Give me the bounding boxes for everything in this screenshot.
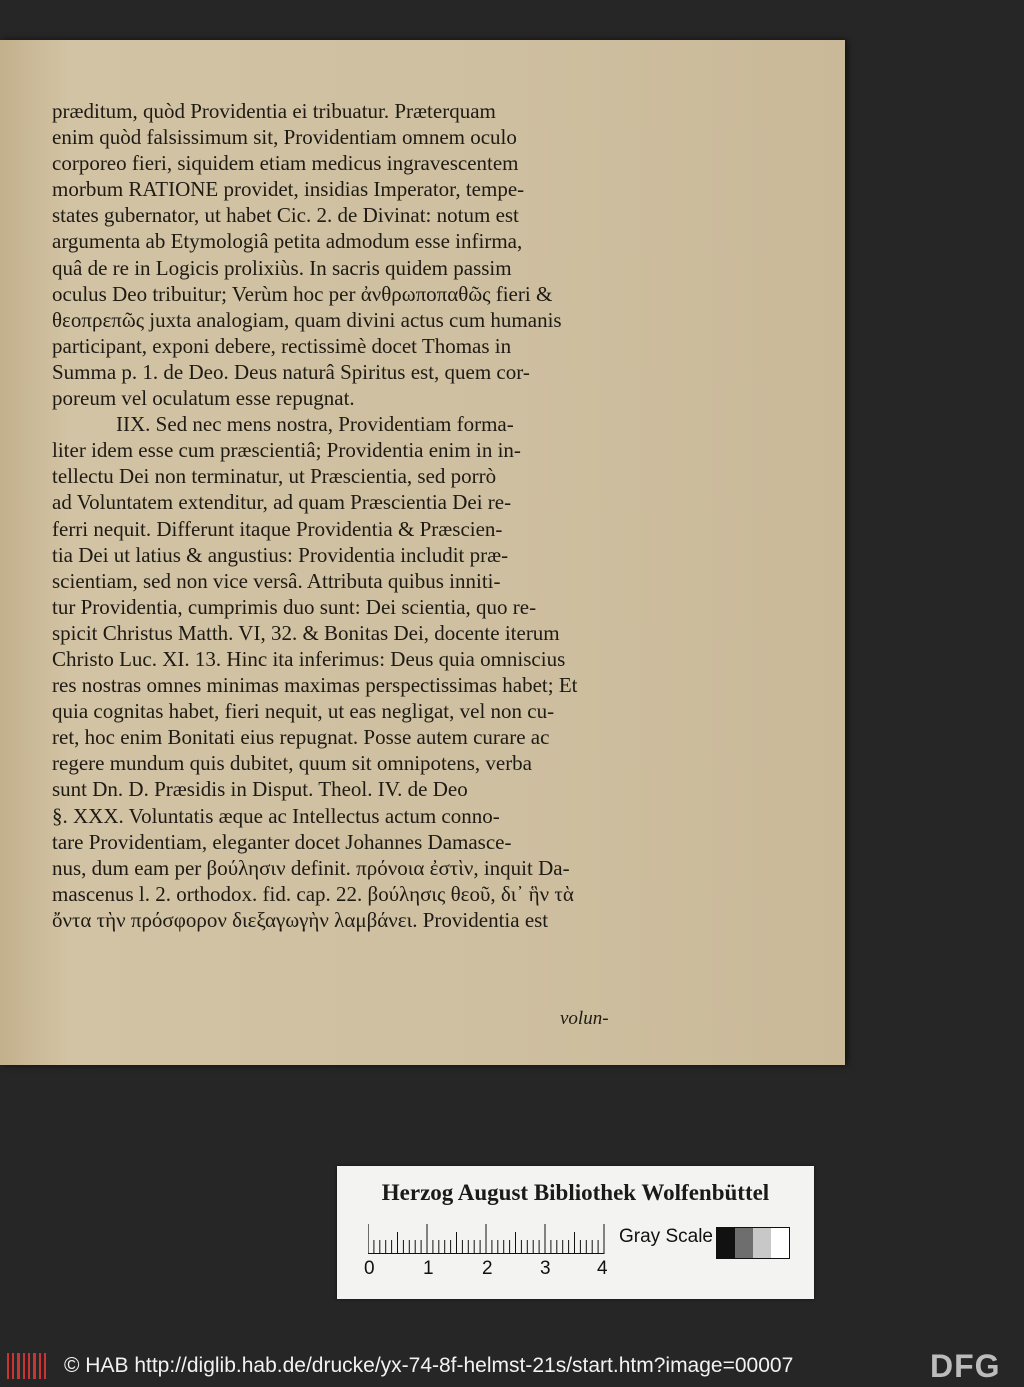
text-line: quâ de re in Logicis prolixiùs. In sacris quidem passim [52, 255, 512, 280]
swatch [753, 1228, 771, 1258]
text-line: tur Providentia, cumprimis duo sunt: Dei scientia, quo re- [52, 594, 537, 619]
ruler-number: 1 [423, 1258, 434, 1279]
text-line: participant, exponi debere, rectissimè docet Thomas in [52, 333, 512, 358]
text-line: Summa p. 1. de Deo. Deus naturâ Spiritus est, quem cor- [52, 359, 530, 384]
text-line: tellectu Dei non terminatur, ut Præscientia, sed porrò [52, 464, 497, 489]
text-line: poreum vel oculatum esse repugnat. [52, 386, 355, 411]
text-line: ret, hoc enim Bonitati eius repugnat. Posse autem curare ac [52, 725, 550, 750]
text-line: states gubernator, ut habet Cic. 2. de Divinat: notum est [52, 203, 519, 228]
text-line: liter idem esse cum præscientiâ; Providentia enim in in- [52, 438, 521, 463]
text-line: regere mundum quis dubitet, quum sit omnipotens, verba [52, 751, 533, 776]
text-line: ad Voluntatem extenditur, ad quam Præscientia Dei re- [52, 490, 512, 515]
text-line: ὄντα τὴν πρόσφορον διεξαγωγὴν λαμβάνει. Providentia est [52, 907, 549, 932]
page-text [52, 98, 652, 933]
text-line: tia Dei ut latius & angustius: Providentia includit præ- [52, 542, 509, 567]
text-line: θεοπρεπῶς juxta analogiam, quam divini actus cum humanis [52, 307, 562, 332]
swatch [771, 1228, 789, 1258]
text-line: corporeo fieri, siquidem etiam medicus ingravescentem [52, 151, 519, 176]
grayscale-swatches [716, 1227, 790, 1259]
ruler-number: 2 [482, 1258, 493, 1279]
book-page [0, 40, 845, 1065]
dfg-logo: DFG [930, 1348, 1001, 1384]
library-name: Herzog August Bibliothek Wolfenbüttel [381, 1180, 770, 1205]
ruler-number: 0 [364, 1258, 375, 1279]
text-line: sunt Dn. D. Præsidis in Disput. Theol. IV. de Deo [52, 777, 468, 802]
swatch [735, 1228, 753, 1258]
text-line: ferri nequit. Differunt itaque Providentia & Præscien- [52, 516, 503, 541]
text-line: argumenta ab Etymologiâ petita admodum esse infirma, [52, 229, 523, 254]
text-line: scientiam, sed non vice versâ. Attributa quibus inniti- [52, 568, 501, 593]
ruler-scale [368, 1224, 606, 1254]
text-line: mascenus l. 2. orthodox. fid. cap. 22. βούλησις θεοῦ, δι᾽ ἣν τὰ [52, 881, 574, 906]
text-line: tare Providentiam, eleganter docet Johannes Damasce- [52, 829, 512, 854]
text-line: IIX. Sed nec mens nostra, Providentiam forma- [116, 412, 514, 437]
footer-bar [0, 1345, 1024, 1387]
grayscale-label: Gray Scale [619, 1226, 713, 1247]
source-url: © HAB http://diglib.hab.de/drucke/yx-74-8f-helmst-21s/start.htm?image=00007 [64, 1354, 794, 1377]
catchword: volun- [560, 1008, 609, 1029]
text-line: spicit Christus Matth. VI, 32. & Bonitas Dei, docente iterum [52, 620, 560, 645]
text-line: Christo Luc. XI. 13. Hinc ita inferimus: Deus quia omniscius [52, 646, 566, 671]
text-line: præditum, quòd Providentia ei tribuatur. Præterquam [52, 99, 496, 123]
text-line: morbum RATIONE providet, insidias Imperator, tempe- [52, 177, 525, 202]
text-line: quia cognitas habet, fieri nequit, ut eas negligat, vel non cu- [52, 699, 555, 724]
text-line: oculus Deo tribuitur; Verùm hoc per ἀνθρωποπαθῶς fieri & [52, 281, 553, 306]
text-line: nus, dum eam per βούλησιν definit. πρόνοια ἐστὶν, inquit Da- [52, 855, 570, 880]
barcode-icon [6, 1351, 48, 1381]
text-line: enim quòd falsissimum sit, Providentiam omnem oculo [52, 125, 517, 150]
ruler-number: 3 [540, 1258, 551, 1279]
ruler-number: 4 [597, 1258, 608, 1279]
library-color-card [337, 1166, 814, 1299]
swatch [717, 1228, 735, 1258]
text-line: res nostras omnes minimas maximas perspectissimas habet; Et [52, 673, 578, 698]
text-line: §. XXX. Voluntatis æque ac Intellectus actum conno- [52, 803, 500, 828]
